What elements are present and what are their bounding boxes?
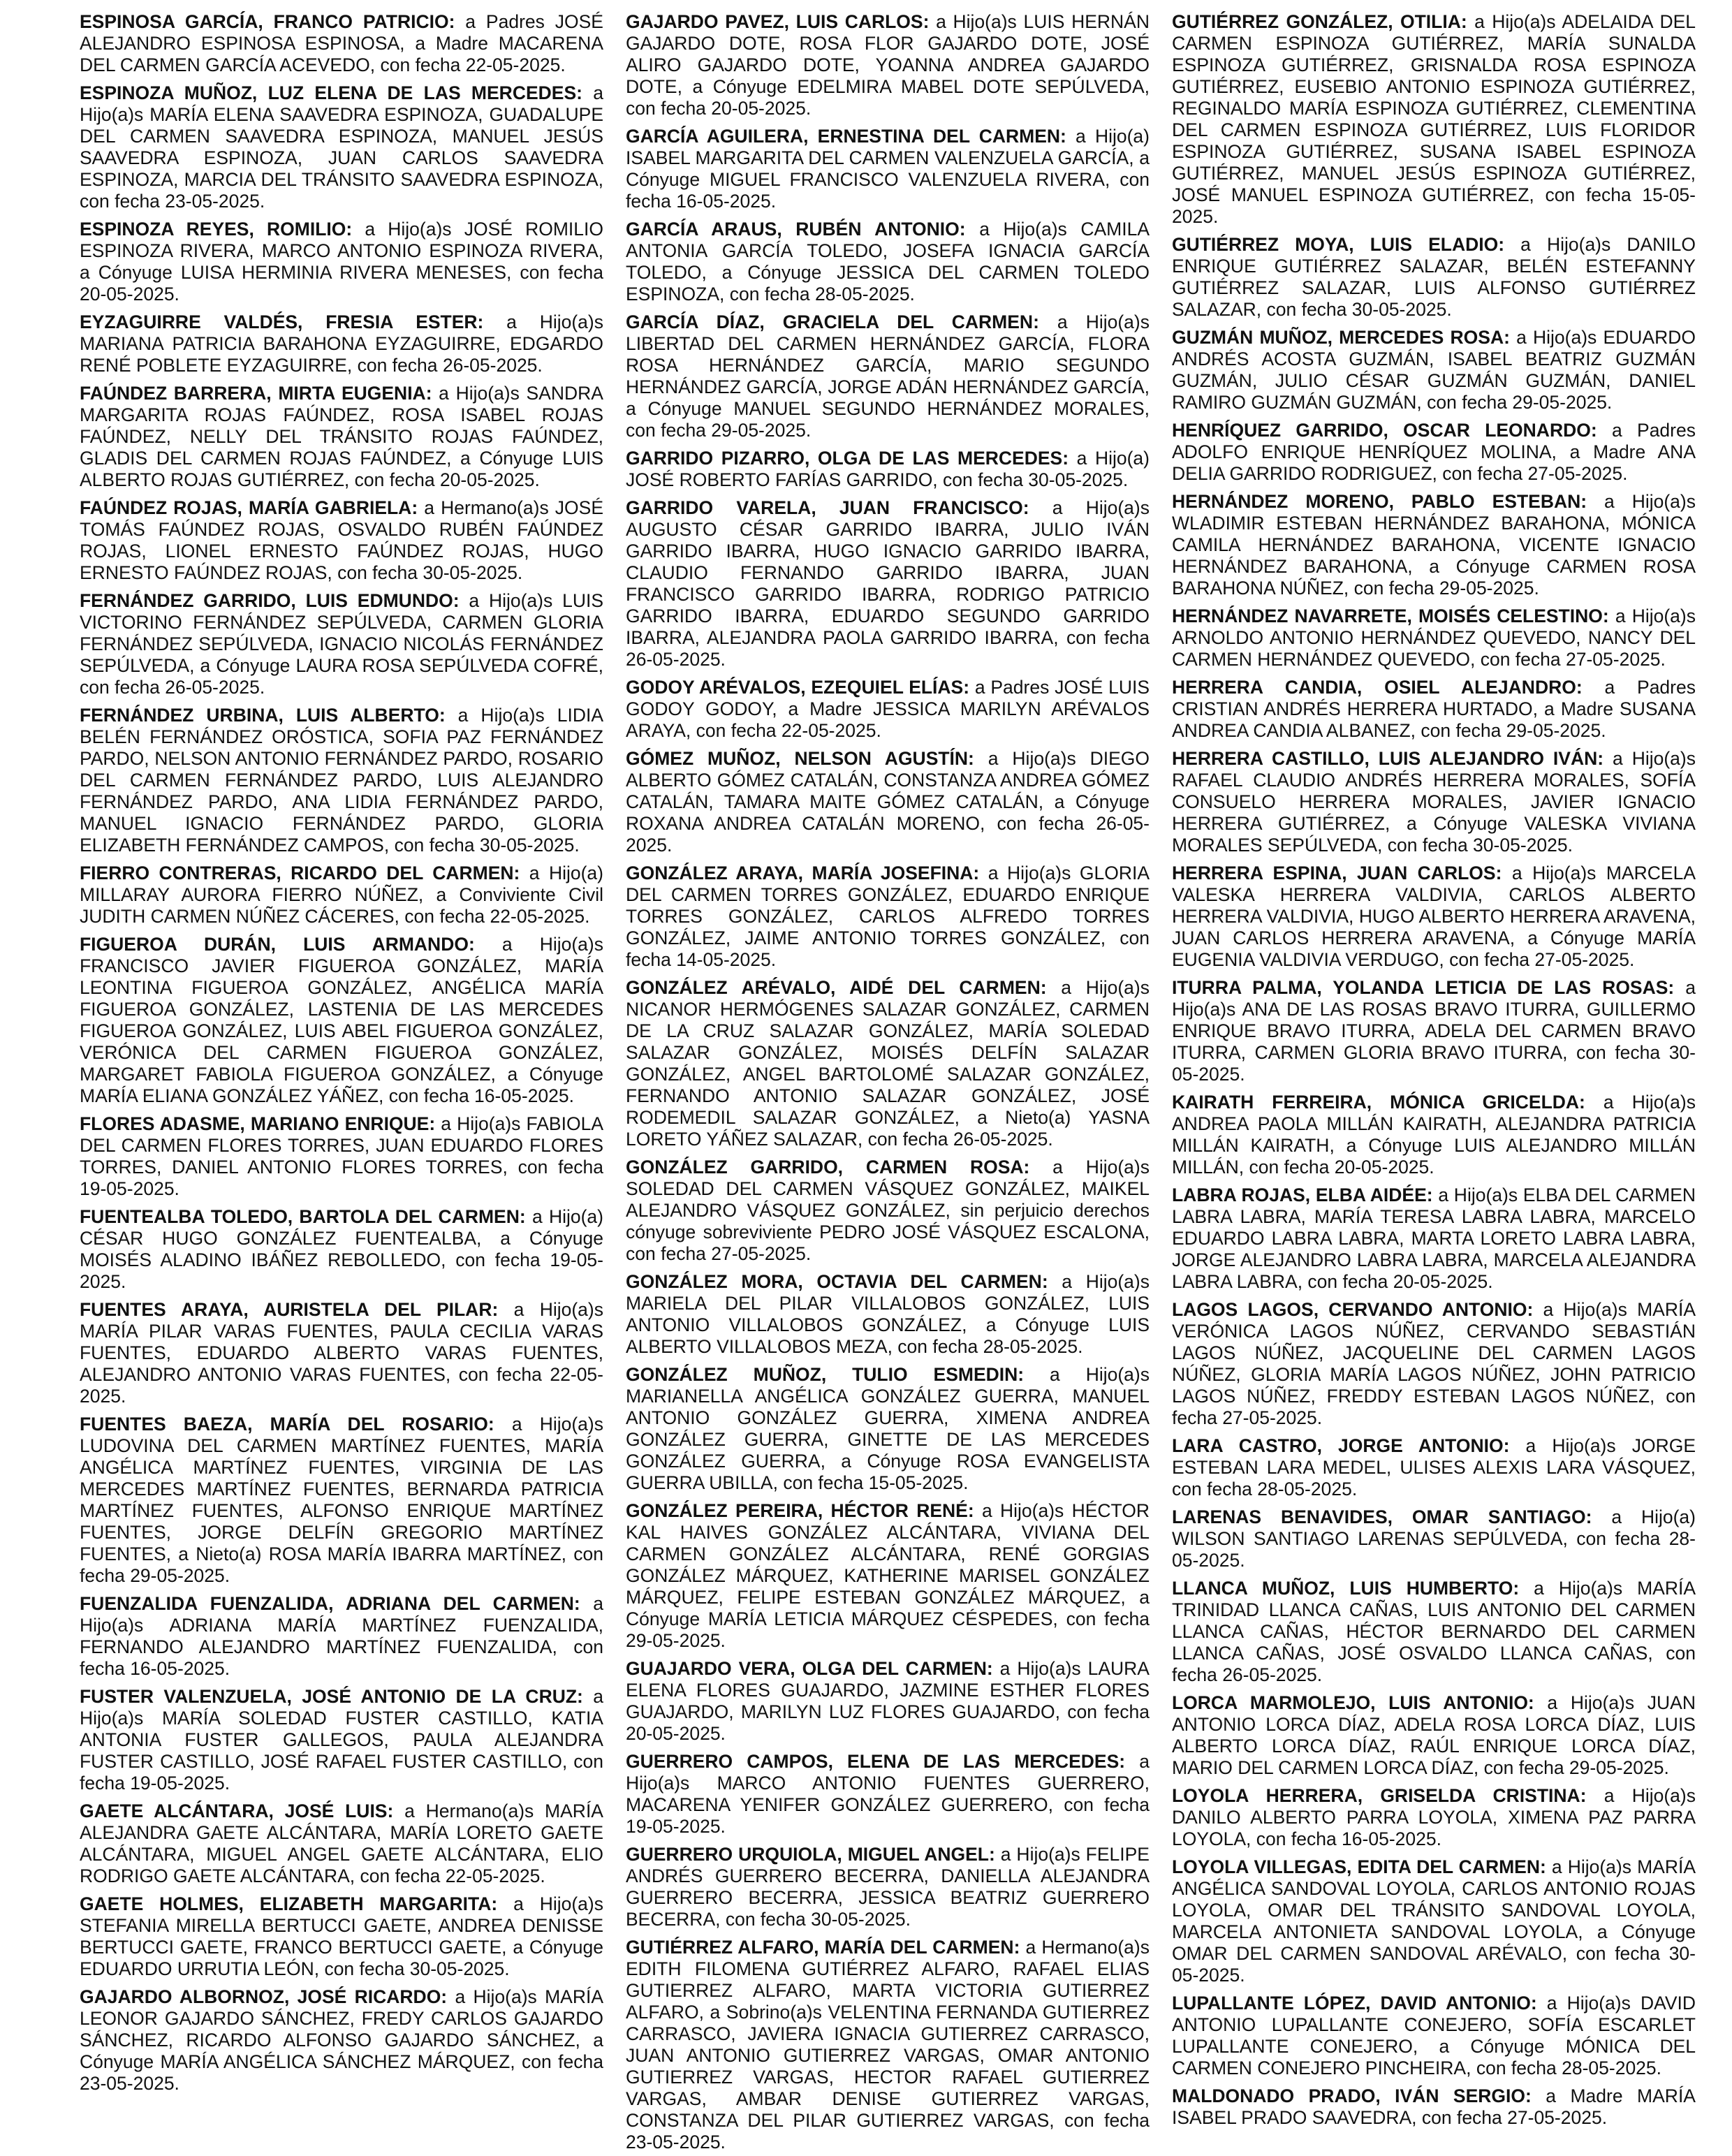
deceased-name: GAJARDO PAVEZ, LUIS CARLOS: — [626, 11, 930, 32]
heirs-text: a Madre MARÍA ISABEL PRADO SAAVEDRA, con fecha 27-05-2025. — [1172, 2085, 1696, 2128]
heirs-text: a Hijo(a)s LUIS HERNÁN GAJARDO DOTE, ROSA FLOR GAJARDO DOTE, JOSÉ ALIRO GAJARDO DOTE, YOANNA ANDREA GAJARDO DOTE, a Cónyuge EDELMIRA MABEL DOTE SEPÚLVEDA, con fecha 20-05-2025. — [626, 11, 1150, 119]
deceased-name: GAETE HOLMES, ELIZABETH MARGARITA: — [80, 1893, 498, 1914]
notice-entry — [626, 748, 1150, 856]
notice-entry — [80, 1113, 603, 1200]
notice-entry — [80, 1414, 603, 1587]
heirs-text: a Hijo(a)s ARNOLDO ANTONIO HERNÁNDEZ QUEVEDO, NANCY DEL CARMEN HERNÁNDEZ QUEVEDO, con fecha 27-05-2025. — [1172, 606, 1696, 670]
notice-entry — [1172, 1299, 1696, 1429]
deceased-name: FAÚNDEZ BARRERA, MIRTA EUGENIA: — [80, 383, 432, 404]
heirs-text: a Hijo(a)s AUGUSTO CÉSAR GARRIDO IBARRA, JULIO IVÁN GARRIDO IBARRA, HUGO IGNACIO GARRIDO IBARRA, CLAUDIO FERNANDO GARRIDO IBARRA, JUAN FRANCISCO GARRIDO IBARRA, RODRIGO PATRICIO GARRIDO IBARRA, EDUARDO SEGUNDO GARRIDO IBARRA, ALEJANDRA PAOLA GARRIDO IBARRA, con fecha 26-05-2025. — [626, 497, 1150, 670]
notice-entry — [1172, 1993, 1696, 2079]
heirs-text: a Hijo(a)s ELBA DEL CARMEN LABRA LABRA, MARÍA TERESA LABRA LABRA, MARCELO EDUARDO LABRA LABRA, MARTA LORETO LABRA LABRA, JORGE ALEJANDRO LABRA LABRA, MARCELA ALEJANDRA LABRA LABRA, con fecha 20-05-2025. — [1172, 1185, 1696, 1292]
heirs-text: a Hijo(a)s MARÍA TRINIDAD LLANCA CAÑAS, LUIS ANTONIO DEL CARMEN LLANCA CAÑAS, HÉCTOR BERNARDO DEL CARMEN LLANCA CAÑAS, JOSÉ OSVALDO LLANCA CAÑAS, con fecha 26-05-2025. — [1172, 1578, 1696, 1685]
notice-entry — [1172, 977, 1696, 1085]
notice-entry — [626, 1364, 1150, 1494]
heirs-text: a Hijo(a)s LIBERTAD DEL CARMEN HERNÁNDEZ GARCÍA, FLORA ROSA HERNÁNDEZ GARCÍA, MARIO SEGUNDO HERNÁNDEZ GARCÍA, JORGE ADÁN HERNÁNDEZ GARCÍA, a Cónyuge MANUEL SEGUNDO HERNÁNDEZ MORALES, con fecha 29-05-2025. — [626, 311, 1150, 441]
deceased-name: GAJARDO ALBORNOZ, JOSÉ RICARDO: — [80, 1986, 448, 2007]
deceased-name: GONZÁLEZ GARRIDO, CARMEN ROSA: — [626, 1157, 1030, 1178]
deceased-name: LOYOLA VILLEGAS, EDITA DEL CARMEN: — [1172, 1856, 1546, 1877]
notice-entry — [1172, 863, 1696, 971]
heirs-text: a Hijo(a) JOSÉ ROBERTO FARÍAS GARRIDO, con fecha 30-05-2025. — [626, 448, 1150, 490]
deceased-name: HERNÁNDEZ NAVARRETE, MOISÉS CELESTINO: — [1172, 606, 1609, 626]
heirs-text: a Padres JOSÉ ALEJANDRO ESPINOSA ESPINOSA, a Madre MACARENA DEL CARMEN GARCÍA ACEVEDO, con fecha 22-05-2025. — [80, 11, 603, 75]
notice-entry — [1172, 2085, 1696, 2129]
notice-entry — [80, 705, 603, 856]
heirs-text: a Hijo(a)s DANILO ENRIQUE GUTIÉRREZ SALAZAR, BELÉN ESTEFANNY GUTIÉRREZ SALAZAR, LUIS ALFONSO GUTIÉRREZ SALAZAR, con fecha 30-05-2025. — [1172, 234, 1696, 320]
deceased-name: GARRIDO PIZARRO, OLGA DE LAS MERCEDES: — [626, 448, 1069, 469]
notice-entry — [1172, 11, 1696, 228]
deceased-name: GONZÁLEZ MUÑOZ, TULIO ESMEDIN: — [626, 1364, 1025, 1385]
notice-entry — [626, 1271, 1150, 1358]
notice-entry — [1172, 1185, 1696, 1293]
notice-entry — [1172, 327, 1696, 413]
deceased-name: GUTIÉRREZ MOYA, LUIS ELADIO: — [1172, 234, 1505, 255]
notice-entry — [626, 1658, 1150, 1745]
notice-entry — [1172, 1856, 1696, 1986]
notice-entry — [626, 126, 1150, 212]
deceased-name: ESPINOZA REYES, ROMILIO: — [80, 219, 353, 240]
heirs-text: a Hijo(a)s MARÍA LEONOR GAJARDO SÁNCHEZ, FREDY CARLOS GAJARDO SÁNCHEZ, RICARDO ALFONSO GAJARDO SÁNCHEZ, a Cónyuge MARÍA ANGÉLICA SÁNCHEZ MÁRQUEZ, con fecha 23-05-2025. — [80, 1986, 603, 2094]
notice-entry — [80, 11, 603, 76]
heirs-text: a Hijo(a)s MARÍA SOLEDAD FUSTER CASTILLO, KATIA ANTONIA FUSTER GALLEGOS, PAULA ALEJANDRA FUSTER CASTILLO, JOSÉ RAFAEL FUSTER CASTILLO, con fecha 19-05-2025. — [80, 1686, 603, 1794]
heirs-text: a Hijo(a)s ADELAIDA DEL CARMEN ESPINOZA GUTIÉRREZ, MARÍA SUNALDA ESPINOZA GUTIÉRREZ, GRISNALDA ROSA ESPINOZA GUTIÉRREZ, EUSEBIO ANTONIO ESPINOZA GUTIÉRREZ, REGINALDO MARÍA ESPINOZA GUTIÉRREZ, CLEMENTINA DEL CARMEN ESPINOZA GUTIÉRREZ, LUIS FLORIDOR ESPINOZA GUTIÉRREZ, SUSANA ISABEL ESPINOZA GUTIÉRREZ, MANUEL JESÚS ESPINOZA GUTIÉRREZ, JOSÉ MANUEL ESPINOZA GUTIÉRREZ, con fecha 15-05-2025. — [1172, 11, 1696, 227]
notice-entry — [80, 311, 603, 376]
deceased-name: GARRIDO VARELA, JUAN FRANCISCO: — [626, 497, 1029, 518]
notice-entry — [626, 977, 1150, 1150]
deceased-name: HERRERA ESPINA, JUAN CARLOS: — [1172, 863, 1502, 883]
notice-entry — [80, 219, 603, 305]
heirs-text: a Hijo(a)s LUIS VICTORINO FERNÁNDEZ SEPÚLVEDA, CARMEN GLORIA FERNÁNDEZ SEPÚLVEDA, IGNACIO NICOLÁS FERNÁNDEZ SEPÚLVEDA, a Cónyuge LAURA ROSA SEPÚLVEDA COFRÉ, con fecha 26-05-2025. — [80, 590, 603, 698]
deceased-name: HENRÍQUEZ GARRIDO, OSCAR LEONARDO: — [1172, 420, 1597, 441]
notice-entry — [1172, 1506, 1696, 1571]
notice-entry — [1172, 1092, 1696, 1178]
deceased-name: GARCÍA ARAUS, RUBÉN ANTONIO: — [626, 219, 966, 240]
notice-entry — [1172, 420, 1696, 485]
deceased-name: GÓMEZ MUÑOZ, NELSON AGUSTÍN: — [626, 748, 974, 769]
heirs-text: a Hijo(a)s JOSÉ ROMILIO ESPINOZA RIVERA, MARCO ANTONIO ESPINOZA RIVERA, a Cónyuge LUISA HERMINIA RIVERA MENESES, con fecha 20-05-2025. — [80, 219, 603, 305]
deceased-name: GONZÁLEZ PEREIRA, HÉCTOR RENÉ: — [626, 1500, 974, 1521]
notice-entry — [626, 448, 1150, 491]
deceased-name: FIGUEROA DURÁN, LUIS ARMANDO: — [80, 934, 475, 955]
heirs-text: a Hijo(a)s MARCELA VALESKA HERRERA VALDIVIA, CARLOS ALBERTO HERRERA VALDIVIA, HUGO ALBERTO HERRERA ARAVENA, JUAN CARLOS HERRERA ARAVENA, a Cónyuge MARÍA EUGENIA VALDIVIA VERDUGO, con fecha 27-05-2025. — [1172, 863, 1696, 970]
heirs-text: a Hijo(a)s WLADIMIR ESTEBAN HERNÁNDEZ BARAHONA, MÓNICA CAMILA HERNÁNDEZ BARAHONA, VICENTE IGNACIO HERNÁNDEZ BARAHONA, a Cónyuge CARMEN ROSA BARAHONA NÚÑEZ, con fecha 29-05-2025. — [1172, 491, 1696, 599]
heirs-text: a Hijo(a)s MARÍA ELENA SAAVEDRA ESPINOZA, GUADALUPE DEL CARMEN SAAVEDRA ESPINOZA, MANUEL JESÚS SAAVEDRA ESPINOZA, JUAN CARLOS SAAVEDRA ESPINOZA, MARCIA DEL TRÁNSITO SAAVEDRA ESPINOZA, con fecha 23-05-2025. — [80, 82, 603, 212]
notice-entry — [1172, 491, 1696, 599]
deceased-name: FUENTEALBA TOLEDO, BARTOLA DEL CARMEN: — [80, 1206, 526, 1227]
notice-entry — [80, 497, 603, 584]
heirs-text: a Padres CRISTIAN ANDRÉS HERRERA HURTADO, a Madre SUSANA ANDREA CANDIA ALBANEZ, con fecha 29-05-2025. — [1172, 677, 1696, 741]
deceased-name: FERNÁNDEZ GARRIDO, LUIS EDMUNDO: — [80, 590, 460, 611]
deceased-name: EYZAGUIRRE VALDÉS, FRESIA ESTER: — [80, 311, 484, 332]
notice-entry — [80, 934, 603, 1107]
notice-entry — [626, 677, 1150, 742]
deceased-name: FERNÁNDEZ URBINA, LUIS ALBERTO: — [80, 705, 446, 726]
deceased-name: LOYOLA HERRERA, GRISELDA CRISTINA: — [1172, 1785, 1587, 1806]
deceased-name: GUERRERO URQUIOLA, MIGUEL ANGEL: — [626, 1844, 995, 1865]
notice-entry — [80, 1299, 603, 1407]
heirs-text: a Hijo(a)s SANDRA MARGARITA ROJAS FAÚNDEZ, ROSA ISABEL ROJAS FAÚNDEZ, NELLY DEL TRÁNSITO ROJAS FAÚNDEZ, GLADIS DEL CARMEN ROJAS FAÚNDEZ, a Cónyuge LUIS ALBERTO ROJAS GUTIÉRREZ, con fecha 20-05-2025. — [80, 383, 603, 490]
heirs-text: a Padres JOSÉ LUIS GODOY GODOY, a Madre JESSICA MARILYN ARÉVALOS ARAYA, con fecha 22-05-2025. — [626, 677, 1150, 741]
deceased-name: HERNÁNDEZ MORENO, PABLO ESTEBAN: — [1172, 491, 1587, 512]
notice-column — [626, 11, 1150, 2156]
notice-entry — [626, 219, 1150, 305]
deceased-name: GUTIÉRREZ ALFARO, MARÍA DEL CARMEN: — [626, 1937, 1020, 1958]
heirs-text: a Hijo(a)s SOLEDAD DEL CARMEN VÁSQUEZ GONZÁLEZ, MAIKEL ALEJANDRO VÁSQUEZ GONZÁLEZ, sin perjuicio derechos cónyuge sobreviviente PEDRO JOSÉ VÁSQUEZ ESCALONA, con fecha 27-05-2025. — [626, 1157, 1150, 1264]
heirs-text: a Hermano(a)s EDITH FILOMENA GUTIÉRREZ ALFARO, RAFAEL ELIAS GUTIERREZ ALFARO, MARTA VICTORIA GUTIERREZ ALFARO, a Sobrino(a)s VELENTINA FERNANDA GUTIERREZ CARRASCO, JAVIERA IGNACIA GUTIERREZ CARRASCO, JUAN ANTONIO GUTIERREZ VARGAS, OMAR ANTONIO GUTIERREZ VARGAS, HECTOR RAFAEL GUTIERREZ VARGAS, AMBAR DENISE GUTIERREZ VARGAS, CONSTANZA DEL PILAR GUTIERREZ VARGAS, con fecha 23-05-2025. — [626, 1937, 1150, 2153]
heirs-text: a Hijo(a)s MARIELA DEL PILAR VILLALOBOS GONZÁLEZ, LUIS ANTONIO VILLALOBOS GONZÁLEZ, a Cónyuge LUIS ALBERTO VILLALOBOS MEZA, con fecha 28-05-2025. — [626, 1271, 1150, 1357]
deceased-name: GARCÍA DÍAZ, GRACIELA DEL CARMEN: — [626, 311, 1039, 332]
notice-entry — [80, 590, 603, 698]
notice-entry — [80, 863, 603, 927]
heirs-text: a Hijo(a)s JORGE ESTEBAN LARA MEDEL, ULISES ALEXIS LARA VÁSQUEZ, con fecha 28-05-2025. — [1172, 1435, 1696, 1499]
notice-entry — [626, 1844, 1150, 1930]
notice-entry — [626, 1751, 1150, 1838]
heirs-text: a Hijo(a)s STEFANIA MIRELLA BERTUCCI GAETE, ANDREA DENISSE BERTUCCI GAETE, FRANCO BERTUCCI GAETE, a Cónyuge EDUARDO URRUTIA LEÓN, con fecha 30-05-2025. — [80, 1893, 603, 1979]
heirs-text: a Padres ADOLFO ENRIQUE HENRÍQUEZ MOLINA, a Madre ANA DELIA GARRIDO RODRIGUEZ, con fecha 27-05-2025. — [1172, 420, 1696, 484]
heirs-text: a Hijo(a) WILSON SANTIAGO LARENAS SEPÚLVEDA, con fecha 28-05-2025. — [1172, 1506, 1696, 1571]
heirs-text: a Hijo(a)s LIDIA BELÉN FERNÁNDEZ ORÓSTICA, SOFIA PAZ FERNÁNDEZ PARDO, NELSON ANTONIO FERNÁNDEZ PARDO, ROSARIO DEL CARMEN FERNÁNDEZ PARDO, LUIS ALEJANDRO FERNÁNDEZ PARDO, ANA LIDIA FERNÁNDEZ PARDO, MANUEL IGNACIO FERNÁNDEZ PARDO, GLORIA ELIZABETH FERNÁNDEZ CAMPOS, con fecha 30-05-2025. — [80, 705, 603, 856]
heirs-text: a Hijo(a)s EDUARDO ANDRÉS ACOSTA GUZMÁN, ISABEL BEATRIZ GUZMÁN GUZMÁN, JULIO CÉSAR GUZMÁN GUZMÁN, DANIEL RAMIRO GUZMÁN GUZMÁN, con fecha 29-05-2025. — [1172, 327, 1696, 413]
deceased-name: GAETE ALCÁNTARA, JOSÉ LUIS: — [80, 1801, 394, 1821]
notice-entry — [1172, 1578, 1696, 1686]
notice-entry — [80, 1686, 603, 1794]
heirs-text: a Hijo(a)s MARÍA VERÓNICA LAGOS NÚÑEZ, CERVANDO SEBASTIÁN LAGOS NÚÑEZ, JACQUELINE DEL CARMEN LAGOS NÚÑEZ, GLORIA MARÍA LAGOS NÚÑEZ, JOHN PATRICIO LAGOS NÚÑEZ, FREDDY ESTEBAN LAGOS NÚÑEZ, con fecha 27-05-2025. — [1172, 1299, 1696, 1428]
heirs-text: a Hijo(a)s MARCO ANTONIO FUENTES GUERRERO, MACARENA YENIFER GONZÁLEZ GUERRERO, con fecha 19-05-2025. — [626, 1751, 1150, 1837]
heirs-text: a Hijo(a)s LAURA ELENA FLORES GUAJARDO, JAZMINE ESTHER FLORES GUAJARDO, MARILYN LUZ FLORES GUAJARDO, con fecha 20-05-2025. — [626, 1658, 1150, 1744]
deceased-name: GONZÁLEZ ARÉVALO, AIDÉ DEL CARMEN: — [626, 977, 1047, 998]
deceased-name: LUPALLANTE LÓPEZ, DAVID ANTONIO: — [1172, 1993, 1537, 2014]
deceased-name: ESPINOZA MUÑOZ, LUZ ELENA DE LAS MERCEDES: — [80, 82, 582, 103]
heirs-text: a Hijo(a)s MARÍA PILAR VARAS FUENTES, PAULA CECILIA VARAS FUENTES, EDUARDO ALBERTO VARAS FUENTES, ALEJANDRO ANTONIO VARAS FUENTES, con fecha 22-05-2025. — [80, 1299, 603, 1407]
deceased-name: GUTIÉRREZ GONZÁLEZ, OTILIA: — [1172, 11, 1467, 32]
deceased-name: LARENAS BENAVIDES, OMAR SANTIAGO: — [1172, 1506, 1592, 1527]
deceased-name: FLORES ADASME, MARIANO ENRIQUE: — [80, 1113, 436, 1134]
notice-column — [1172, 11, 1696, 2156]
heirs-text: a Hijo(a)s MARIANELLA ANGÉLICA GONZÁLEZ GUERRA, MANUEL ANTONIO GONZÁLEZ GUERRA, XIMENA ANDREA GONZÁLEZ GUERRA, GINETTE DE LAS MERCEDES GONZÁLEZ GUERRA, a Cónyuge ROSA EVANGELISTA GUERRA UBILLA, con fecha 15-05-2025. — [626, 1364, 1150, 1493]
deceased-name: MALDONADO PRADO, IVÁN SERGIO: — [1172, 2085, 1532, 2106]
deceased-name: KAIRATH FERREIRA, MÓNICA GRICELDA: — [1172, 1092, 1585, 1113]
deceased-name: FIERRO CONTRERAS, RICARDO DEL CARMEN: — [80, 863, 520, 883]
heirs-text: a Hijo(a)s MARIANA PATRICIA BARAHONA EYZAGUIRRE, EDGARDO RENÉ POBLETE EYZAGUIRRE, con fecha 26-05-2025. — [80, 311, 603, 376]
deceased-name: ESPINOSA GARCÍA, FRANCO PATRICIO: — [80, 11, 455, 32]
notice-entry — [80, 1801, 603, 1887]
notice-entry — [626, 311, 1150, 441]
heirs-text: a Hijo(a)s JUAN ANTONIO LORCA DÍAZ, ADELA ROSA LORCA DÍAZ, LUIS ALBERTO LORCA DÍAZ, RAÚL ENRIQUE LORCA DÍAZ, MARIO DEL CARMEN LORCA DÍAZ, con fecha 29-05-2025. — [1172, 1692, 1696, 1778]
notice-entry — [626, 1157, 1150, 1265]
deceased-name: FAÚNDEZ ROJAS, MARÍA GABRIELA: — [80, 497, 418, 518]
deceased-name: FUSTER VALENZUELA, JOSÉ ANTONIO DE LA CRUZ: — [80, 1686, 583, 1707]
notice-entry — [80, 1206, 603, 1293]
notice-column — [80, 11, 603, 2156]
heirs-text: a Hijo(a)s LUDOVINA DEL CARMEN MARTÍNEZ FUENTES, MARÍA ANGÉLICA MARTÍNEZ FUENTES, VIRGINIA DE LAS MERCEDES MARTÍNEZ FUENTES, BERNARDA PATRICIA MARTÍNEZ FUENTES, ALFONSO ENRIQUE MARTÍNEZ FUENTES, JORGE DELFÍN GREGORIO MARTÍNEZ FUENTES, a Nieto(a) ROSA MARÍA IBARRA MARTÍNEZ, con fecha 29-05-2025. — [80, 1414, 603, 1586]
notice-entry — [1172, 677, 1696, 742]
heirs-text: a Hermano(a)s JOSÉ TOMÁS FAÚNDEZ ROJAS, OSVALDO RUBÉN FAÚNDEZ ROJAS, LIONEL ERNESTO FAÚNDEZ ROJAS, HUGO ERNESTO FAÚNDEZ ROJAS, con fecha 30-05-2025. — [80, 497, 603, 583]
heirs-text: a Hijo(a)s GLORIA DEL CARMEN TORRES GONZÁLEZ, EDUARDO ENRIQUE TORRES GONZÁLEZ, CARLOS ALFREDO TORRES GONZÁLEZ, JAIME ANTONIO TORRES GONZÁLEZ, con fecha 14-05-2025. — [626, 863, 1150, 970]
notice-entry — [1172, 748, 1696, 856]
deceased-name: LORCA MARMOLEJO, LUIS ANTONIO: — [1172, 1692, 1534, 1713]
notice-entry — [1172, 1435, 1696, 1500]
notice-entry — [626, 11, 1150, 119]
notice-entry — [1172, 234, 1696, 321]
notice-entry — [626, 1500, 1150, 1652]
heirs-text: a Hijo(a)s DAVID ANTONIO LUPALLANTE CONEJERO, SOFÍA ESCARLET LUPALLANTE CONEJERO, a Cónyuge MÓNICA DEL CARMEN CONEJERO PINCHEIRA, con fecha 28-05-2025. — [1172, 1993, 1696, 2078]
heirs-text: a Hijo(a)s FRANCISCO JAVIER FIGUEROA GONZÁLEZ, MARÍA LEONTINA FIGUEROA GONZÁLEZ, ANGÉLICA MARÍA FIGUEROA GONZÁLEZ, LASTENIA DE LAS MERCEDES FIGUEROA GONZÁLEZ, LUIS ABEL FIGUEROA GONZÁLEZ, VERÓNICA DEL CARMEN FIGUEROA GONZÁLEZ, MARGARET FABIOLA FIGUEROA GONZÁLEZ, a Cónyuge MARÍA ELIANA GONZÁLEZ YÁÑEZ, con fecha 16-05-2025. — [80, 934, 603, 1106]
heirs-text: a Hermano(a)s MARÍA ALEJANDRA GAETE ALCÁNTARA, MARÍA LORETO GAETE ALCÁNTARA, MIGUEL ANGEL GAETE ALCÁNTARA, ELIO RODRIGO GAETE ALCÁNTARA, con fecha 22-05-2025. — [80, 1801, 603, 1886]
heirs-text: a Hijo(a) MILLARAY AURORA FIERRO NÚÑEZ, a Conviviente Civil JUDITH CARMEN NÚÑEZ CÁCERES, con fecha 22-05-2025. — [80, 863, 603, 927]
heirs-text: a Hijo(a)s RAFAEL CLAUDIO ANDRÉS HERRERA MORALES, SOFÍA CONSUELO HERRERA MORALES, JAVIER IGNACIO HERRERA GUTIÉRREZ, a Cónyuge VALESKA VIVIANA MORALES SEPÚLVEDA, con fecha 30-05-2025. — [1172, 748, 1696, 856]
heirs-text: a Hijo(a) ISABEL MARGARITA DEL CARMEN VALENZUELA GARCÍA, a Cónyuge MIGUEL FRANCISCO VALENZUELA RIVERA, con fecha 16-05-2025. — [626, 126, 1150, 212]
heirs-text: a Hijo(a)s FABIOLA DEL CARMEN FLORES TORRES, JUAN EDUARDO FLORES TORRES, DANIEL ANTONIO FLORES TORRES, con fecha 19-05-2025. — [80, 1113, 603, 1199]
deceased-name: LABRA ROJAS, ELBA AIDÉE: — [1172, 1185, 1433, 1205]
heirs-text: a Hijo(a) CÉSAR HUGO GONZÁLEZ FUENTEALBA, a Cónyuge MOISÉS ALADINO IBÁÑEZ REBOLLEDO, con fecha 19-05-2025. — [80, 1206, 603, 1292]
notice-entry — [80, 1986, 603, 2095]
heirs-text: a Hijo(a)s FELIPE ANDRÉS GUERRERO BECERRA, DANIELLA ALEJANDRA GUERRERO BECERRA, JESSICA BEATRIZ GUERRERO BECERRA, con fecha 30-05-2025. — [626, 1844, 1150, 1930]
deceased-name: ITURRA PALMA, YOLANDA LETICIA DE LAS ROSAS: — [1172, 977, 1675, 998]
deceased-name: GUAJARDO VERA, OLGA DEL CARMEN: — [626, 1658, 993, 1679]
deceased-name: HERRERA CANDIA, OSIEL ALEJANDRO: — [1172, 677, 1583, 698]
notice-entry — [626, 1937, 1150, 2153]
deceased-name: LARA CASTRO, JORGE ANTONIO: — [1172, 1435, 1510, 1456]
deceased-name: LLANCA MUÑOZ, LUIS HUMBERTO: — [1172, 1578, 1520, 1599]
heirs-text: a Hijo(a)s ANA DE LAS ROSAS BRAVO ITURRA, GUILLERMO ENRIQUE BRAVO ITURRA, ADELA DEL CARMEN BRAVO ITURRA, CARMEN GLORIA BRAVO ITURRA, con fecha 30-05-2025. — [1172, 977, 1696, 1085]
notice-entry — [80, 1593, 603, 1680]
heirs-text: a Hijo(a)s HÉCTOR KAL HAIVES GONZÁLEZ ALCÁNTARA, VIVIANA DEL CARMEN GONZÁLEZ ALCÁNTARA, RENÉ GORGIAS GONZÁLEZ MÁRQUEZ, KATHERINE MARISEL GONZÁLEZ MÁRQUEZ, FELIPE ESTEBAN GONZÁLEZ MÁRQUEZ, a Cónyuge MARÍA LETICIA MÁRQUEZ CÉSPEDES, con fecha 29-05-2025. — [626, 1500, 1150, 1651]
heirs-text: a Hijo(a)s MARÍA ANGÉLICA SANDOVAL LOYOLA, CARLOS ANTONIO ROJAS LOYOLA, OMAR DEL TRÁNSITO SANDOVAL LOYOLA, MARCELA ANTONIETA SANDOVAL LOYOLA, a Cónyuge OMAR DEL CARMEN SANDOVAL ARÉVALO, con fecha 30-05-2025. — [1172, 1856, 1696, 1986]
deceased-name: GONZÁLEZ MORA, OCTAVIA DEL CARMEN: — [626, 1271, 1048, 1292]
deceased-name: GONZÁLEZ ARAYA, MARÍA JOSEFINA: — [626, 863, 980, 883]
heirs-text: a Hijo(a)s DIEGO ALBERTO GÓMEZ CATALÁN, CONSTANZA ANDREA GÓMEZ CATALÁN, TAMARA MAITE GÓMEZ CATALÁN, a Cónyuge ROXANA ANDREA CATALÁN MORENO, con fecha 26-05-2025. — [626, 748, 1150, 856]
deceased-name: GUZMÁN MUÑOZ, MERCEDES ROSA: — [1172, 327, 1510, 348]
notice-entry — [80, 383, 603, 491]
heirs-text: a Hijo(a)s DANILO ALBERTO PARRA LOYOLA, XIMENA PAZ PARRA LOYOLA, con fecha 16-05-2025. — [1172, 1785, 1696, 1849]
heirs-text: a Hijo(a)s ANDREA PAOLA MILLÁN KAIRATH, ALEJANDRA PATRICIA MILLÁN KAIRATH, a Cónyuge LUIS ALEJANDRO MILLÁN MILLÁN, con fecha 20-05-2025. — [1172, 1092, 1696, 1178]
deceased-name: GODOY ARÉVALOS, EZEQUIEL ELÍAS: — [626, 677, 970, 698]
deceased-name: GARCÍA AGUILERA, ERNESTINA DEL CARMEN: — [626, 126, 1066, 147]
heirs-text: a Hijo(a)s CAMILA ANTONIA GARCÍA TOLEDO, JOSEFA IGNACIA GARCÍA TOLEDO, a Cónyuge JESSICA DEL CARMEN TOLEDO ESPINOZA, con fecha 28-05-2025. — [626, 219, 1150, 305]
deceased-name: FUENZALIDA FUENZALIDA, ADRIANA DEL CARMEN: — [80, 1593, 580, 1614]
notice-entry — [80, 1893, 603, 1980]
deceased-name: FUENTES BAEZA, MARÍA DEL ROSARIO: — [80, 1414, 494, 1435]
deceased-name: LAGOS LAGOS, CERVANDO ANTONIO: — [1172, 1299, 1534, 1320]
notice-entry — [1172, 1692, 1696, 1779]
heirs-text: a Hijo(a)s ADRIANA MARÍA MARTÍNEZ FUENZALIDA, FERNANDO ALEJANDRO MARTÍNEZ FUENZALIDA, con fecha 16-05-2025. — [80, 1593, 603, 1679]
notice-entry — [626, 863, 1150, 971]
deceased-name: GUERRERO CAMPOS, ELENA DE LAS MERCEDES: — [626, 1751, 1126, 1772]
notice-entry — [626, 497, 1150, 670]
deceased-name: HERRERA CASTILLO, LUIS ALEJANDRO IVÁN: — [1172, 748, 1604, 769]
heirs-text: a Hijo(a)s NICANOR HERMÓGENES SALAZAR GONZÁLEZ, CARMEN DE LA CRUZ SALAZAR GONZÁLEZ, MARÍA SOLEDAD SALAZAR GONZÁLEZ, MOISÉS DELFÍN SALAZAR GONZÁLEZ, ANGEL BARTOLOMÉ SALAZAR GONZÁLEZ, FERNANDO ANTONIO SALAZAR GONZÁLEZ, JOSÉ RODEMEDIL SALAZAR GONZÁLEZ, a Nieto(a) YASNA LORETO YÁÑEZ SALAZAR, con fecha 26-05-2025. — [626, 977, 1150, 1150]
notice-entry — [1172, 1785, 1696, 1850]
notice-entry — [80, 82, 603, 212]
deceased-name: FUENTES ARAYA, AURISTELA DEL PILAR: — [80, 1299, 499, 1320]
notice-entry — [1172, 606, 1696, 670]
